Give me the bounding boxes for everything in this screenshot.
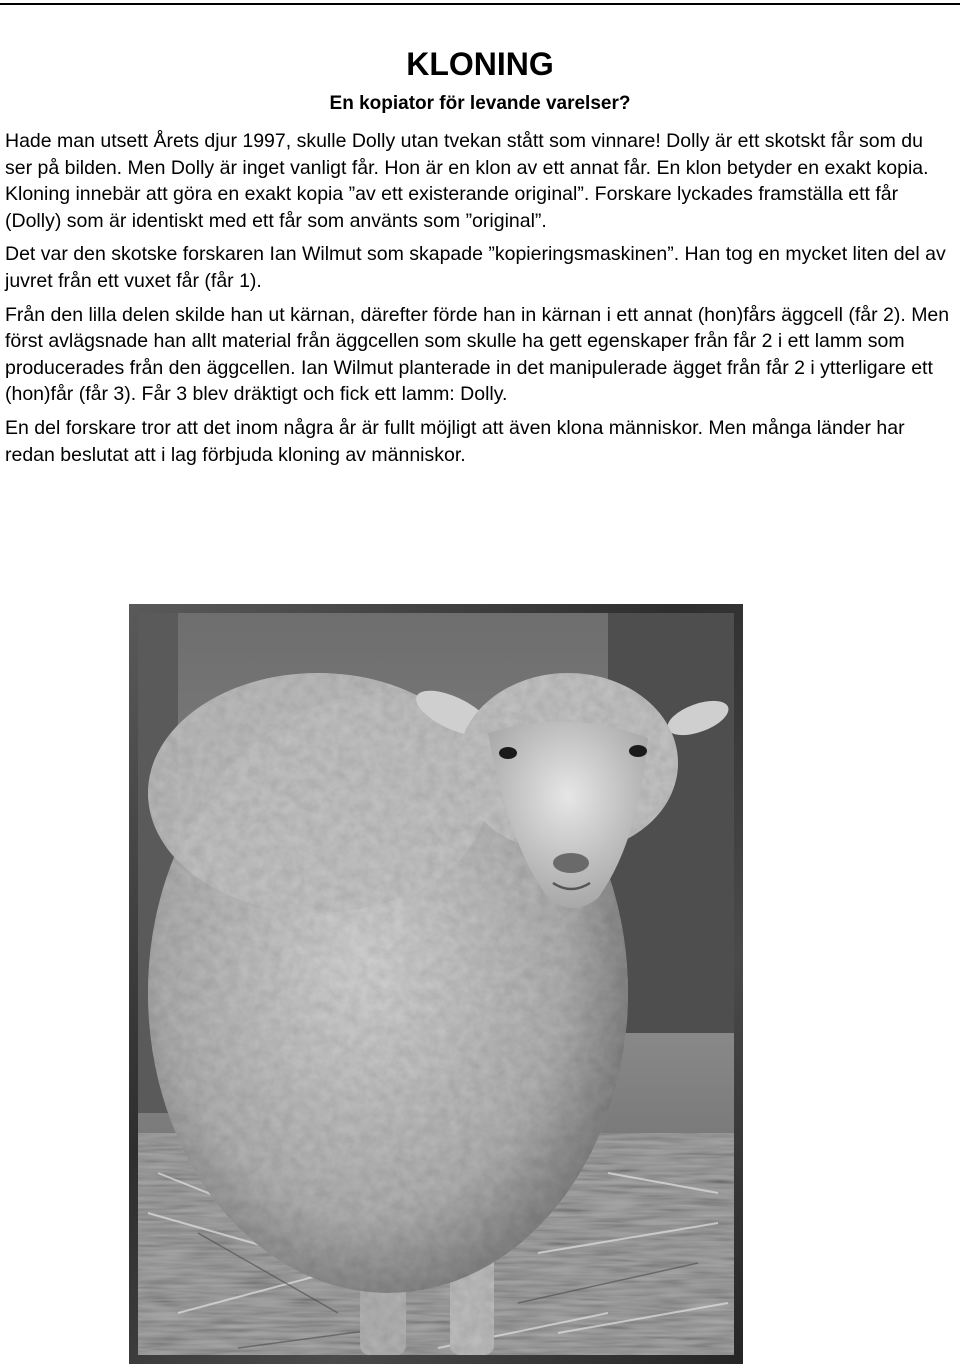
article-body	[5, 128, 955, 475]
paragraph-2: Det var den skotske forskaren Ian Wilmut som skapade ”kopieringsmaskinen”. Han tog en mycket liten del av juvret från ett vuxet får (får 1).	[5, 243, 946, 292]
sheep-illustration	[138, 613, 734, 1355]
paragraph-3: Från den lilla delen skilde han ut kärnan, därefter förde han in kärnan i ett annat (hon)fårs äggcell (får 2). Men först avlägsnade han allt material från äggcellen som skulle ha gett egenskaper från får 2 i ett lamm som producerades från den äggcellen. Ian Wilmut planterade in det manipulerade ägget från får 2 i ytterligare ett (hon)får (får 3). Får 3 blev dräktigt och fick ett lamm: Dolly.	[5, 303, 950, 406]
paragraph-1: Hade man utsett Årets djur 1997, skulle Dolly utan tvekan stått som vinnare! Dolly är ett skotskt får som du ser på bilden. Men Dolly är inget vanligt får. Hon är en klon av ett annat får. En klon betyder en exakt kopia. Kloning innebär att göra en exakt kopia ”av ett existerande original”. Forskare lyckades framställa ett får (Dolly) som är identiskt med ett får som använts som ”original”.	[5, 130, 929, 232]
sheep-photo	[129, 604, 743, 1364]
paragraph-4: En del forskare tror att det inom några år är fullt möjligt att även klona människor. Men många länder har redan beslutat att i lag förbjuda kloning av människor.	[5, 416, 905, 466]
top-rule	[0, 3, 960, 5]
page-subtitle: En kopiator för levande varelser?	[329, 93, 631, 114]
page-title: KLONING	[406, 46, 554, 82]
